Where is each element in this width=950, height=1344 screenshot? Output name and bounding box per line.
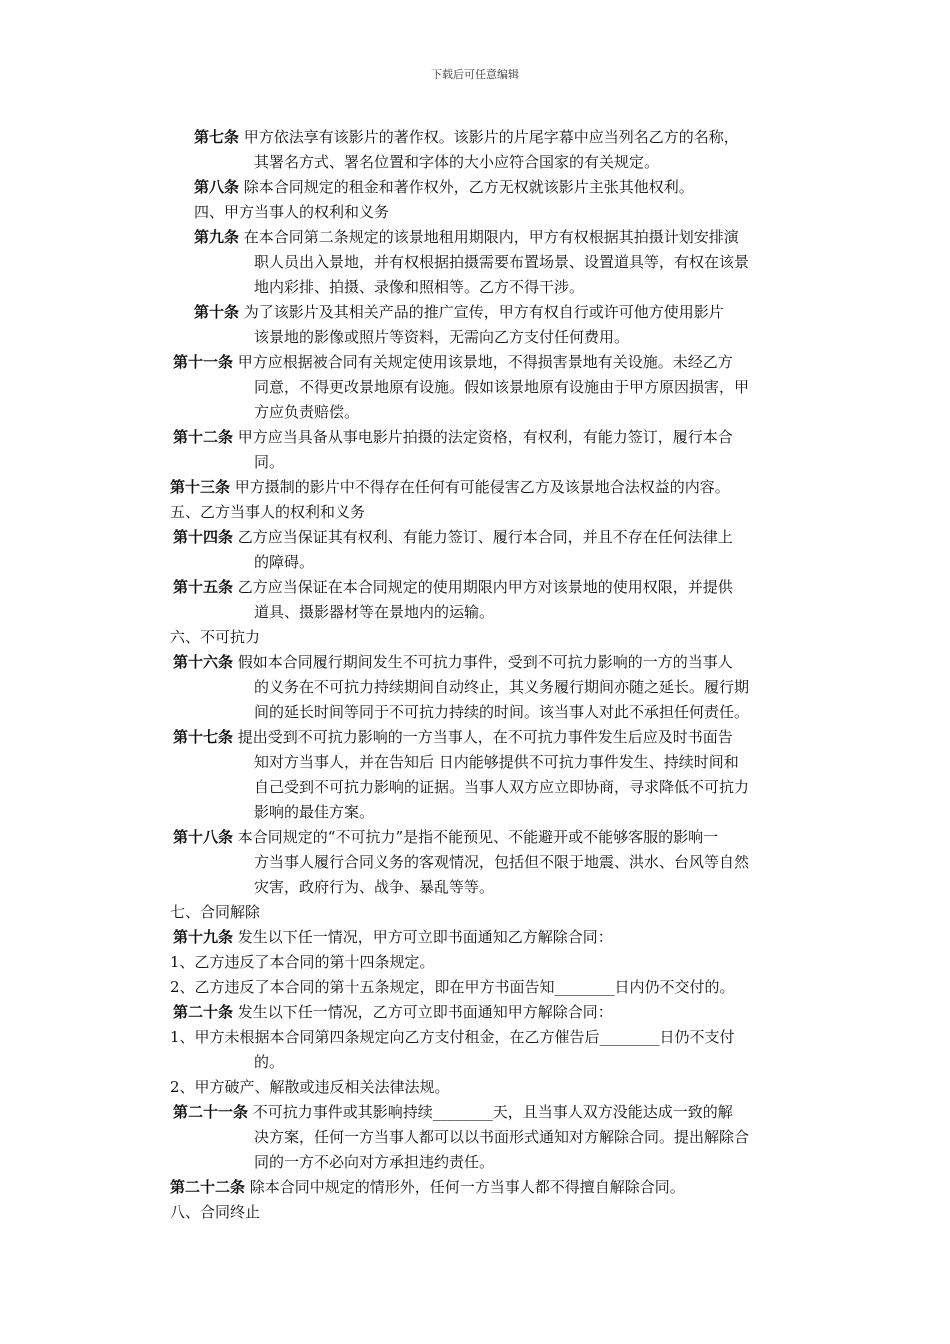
article-number: 第八条 (194, 178, 240, 196)
line-text: 的义务在不可抗力持续期间自动终止，其义务履行期间亦随之延长。履行期 (254, 678, 750, 696)
line-text: 间的延长时间等同于不可抗力持续的时间。该当事人对此不承担任何责任。 (254, 703, 750, 721)
article-number: 第十七条 (173, 728, 234, 746)
document-line (254, 852, 749, 872)
article-number: 第十九条 (173, 928, 234, 946)
document-line (173, 827, 718, 847)
document-line (254, 327, 629, 347)
document-line (173, 527, 733, 547)
line-text: 六、不可抗力 (170, 628, 261, 646)
document-line (254, 1127, 749, 1147)
article-number: 第十三条 (170, 478, 231, 496)
document-line (254, 377, 749, 397)
line-text: 发生以下任一情况，甲方可立即书面通知乙方解除合同： (233, 928, 613, 946)
line-text: 2、乙方违反了本合同的第十五条规定，即在甲方书面告知________日内仍不交付的。 (170, 978, 735, 996)
document-line (170, 627, 260, 647)
line-text: 1、乙方违反了本合同的第十四条规定。 (170, 953, 435, 971)
document-line (254, 677, 749, 697)
line-text: 乙方应当保证其有权利、有能力签订、履行本合同，并且不存在任何法律上 (233, 528, 733, 546)
document-line (254, 1152, 494, 1172)
line-text: 四、甲方当事人的权利和义务 (194, 203, 390, 221)
document-line (170, 477, 730, 497)
line-text: 五、乙方当事人的权利和义务 (170, 503, 366, 521)
article-number: 第十六条 (173, 653, 234, 671)
line-text: 甲方摄制的影片中不得存在任何有可能侵害乙方及该景地合法权益的内容。 (230, 478, 730, 496)
line-text: 决方案，任何一方当事人都可以以书面形式通知对方解除合同。提出解除合 (254, 1128, 750, 1146)
document-line (254, 152, 659, 172)
line-text: 在本合同第二条规定的该景地租用期限内，甲方有权根据其拍摄计划安排演 (239, 228, 739, 246)
document-line (173, 427, 733, 447)
document-line (170, 1077, 450, 1097)
document-line (170, 952, 435, 972)
line-text: 职人员出入景地，并有权根据拍摄需要布置场景、设置道具等，有权在该景 (254, 253, 750, 271)
article-number: 第二十一条 (173, 1103, 249, 1121)
line-text: 方当事人履行合同义务的客观情况，包括但不限于地震、洪水、台风等自然 (254, 853, 750, 871)
line-text: 本合同规定的“不可抗力”是指不能预见、不能避开或不能够客服的影响一 (233, 828, 719, 846)
line-text: 七、合同解除 (170, 903, 261, 921)
line-text: 同的一方不必向对方承担违约责任。 (254, 1153, 495, 1171)
document-line (173, 1002, 613, 1022)
document-line (170, 977, 735, 997)
line-text: 1、甲方未根据本合同第四条规定向乙方支付租金，在乙方催告后________日仍不支付 (170, 1028, 735, 1046)
document-line (170, 1177, 685, 1197)
document-line (194, 227, 739, 247)
line-text: 甲方应当具备从事电影片拍摄的法定资格，有权利，有能力签订，履行本合 (233, 428, 733, 446)
line-text: 不可抗力事件或其影响持续________天，且当事人双方没能达成一致的解 (248, 1103, 733, 1121)
line-text: 为了该影片及其相关产品的推广宣传，甲方有权自行或许可他方使用影片 (239, 303, 724, 321)
article-number: 第二十条 (173, 1003, 234, 1021)
line-text: 地内彩排、拍摄、录像和照相等。乙方不得干涉。 (254, 278, 585, 296)
line-text: 道具、摄影器材等在景地内的运输。 (254, 603, 495, 621)
document-line (254, 452, 284, 472)
document-line (173, 577, 733, 597)
page-header-note: 下载后可任意编辑 (431, 68, 519, 81)
document-line (170, 902, 260, 922)
document-line (170, 502, 365, 522)
line-text: 除本合同规定的租金和著作权外，乙方无权就该影片主张其他权利。 (239, 178, 694, 196)
line-text: 提出受到不可抗力影响的一方当事人，在不可抗力事件发生后应及时书面告 (233, 728, 733, 746)
line-text: 方应负责赔偿。 (254, 403, 360, 421)
document-line (194, 302, 724, 322)
document-line (254, 602, 494, 622)
article-number: 第十四条 (173, 528, 234, 546)
line-text: 的。 (254, 1053, 285, 1071)
document-line (173, 727, 733, 747)
document-line (173, 927, 613, 947)
document-line (170, 1027, 735, 1047)
line-text: 同。 (254, 453, 285, 471)
document-line (254, 552, 314, 572)
document-line (173, 1102, 733, 1122)
line-text: 知对方当事人，并在告知后 日内能够提供不可抗力事件发生、持续时间和 (254, 753, 739, 771)
line-text: 的障碍。 (254, 553, 315, 571)
line-text: 甲方依法享有该影片的著作权。该影片的片尾字幕中应当列名乙方的名称， (239, 128, 739, 146)
article-number: 第七条 (194, 128, 240, 146)
document-line (194, 127, 739, 147)
document-line (194, 202, 389, 222)
article-number: 第十条 (194, 303, 240, 321)
line-text: 乙方应当保证在本合同规定的使用期限内甲方对该景地的使用权限，并提供 (233, 578, 733, 596)
document-line (254, 702, 749, 722)
document-line (254, 777, 749, 797)
article-number: 第十五条 (173, 578, 234, 596)
line-text: 灾害，政府行为、战争、暴乱等等。 (254, 878, 495, 896)
document-line (254, 752, 739, 772)
article-number: 第十一条 (173, 353, 234, 371)
line-text: 2、甲方破产、解散或违反相关法律法规。 (170, 1078, 450, 1096)
line-text: 八、合同终止 (170, 1203, 261, 1221)
line-text: 甲方应根据被合同有关规定使用该景地，不得损害景地有关设施。未经乙方 (233, 353, 733, 371)
line-text: 其署名方式、署名位置和字体的大小应符合国家的有关规定。 (254, 153, 660, 171)
line-text: 发生以下任一情况，乙方可立即书面通知甲方解除合同： (233, 1003, 613, 1021)
article-number: 第十八条 (173, 828, 234, 846)
line-text: 假如本合同履行期间发生不可抗力事件，受到不可抗力影响的一方的当事人 (233, 653, 733, 671)
line-text: 除本合同中规定的情形外，任何一方当事人都不得擅自解除合同。 (245, 1178, 685, 1196)
document-line (254, 877, 494, 897)
document-line (254, 1052, 284, 1072)
line-text: 自己受到不可抗力影响的证据。当事人双方应立即协商，寻求降低不可抗力 (254, 778, 750, 796)
article-number: 第二十二条 (170, 1178, 246, 1196)
document-line (194, 177, 694, 197)
document-line (254, 252, 749, 272)
document-line (170, 1202, 260, 1222)
document-line (254, 402, 359, 422)
line-text: 该景地的影像或照片等资料，无需向乙方支付任何费用。 (254, 328, 630, 346)
line-text: 影响的最佳方案。 (254, 803, 375, 821)
document-line (254, 277, 584, 297)
line-text: 同意，不得更改景地原有设施。假如该景地原有设施由于甲方原因损害，甲 (254, 378, 750, 396)
article-number: 第九条 (194, 228, 240, 246)
document-line (173, 652, 733, 672)
document-line (173, 352, 733, 372)
article-number: 第十二条 (173, 428, 234, 446)
document-line (254, 802, 374, 822)
